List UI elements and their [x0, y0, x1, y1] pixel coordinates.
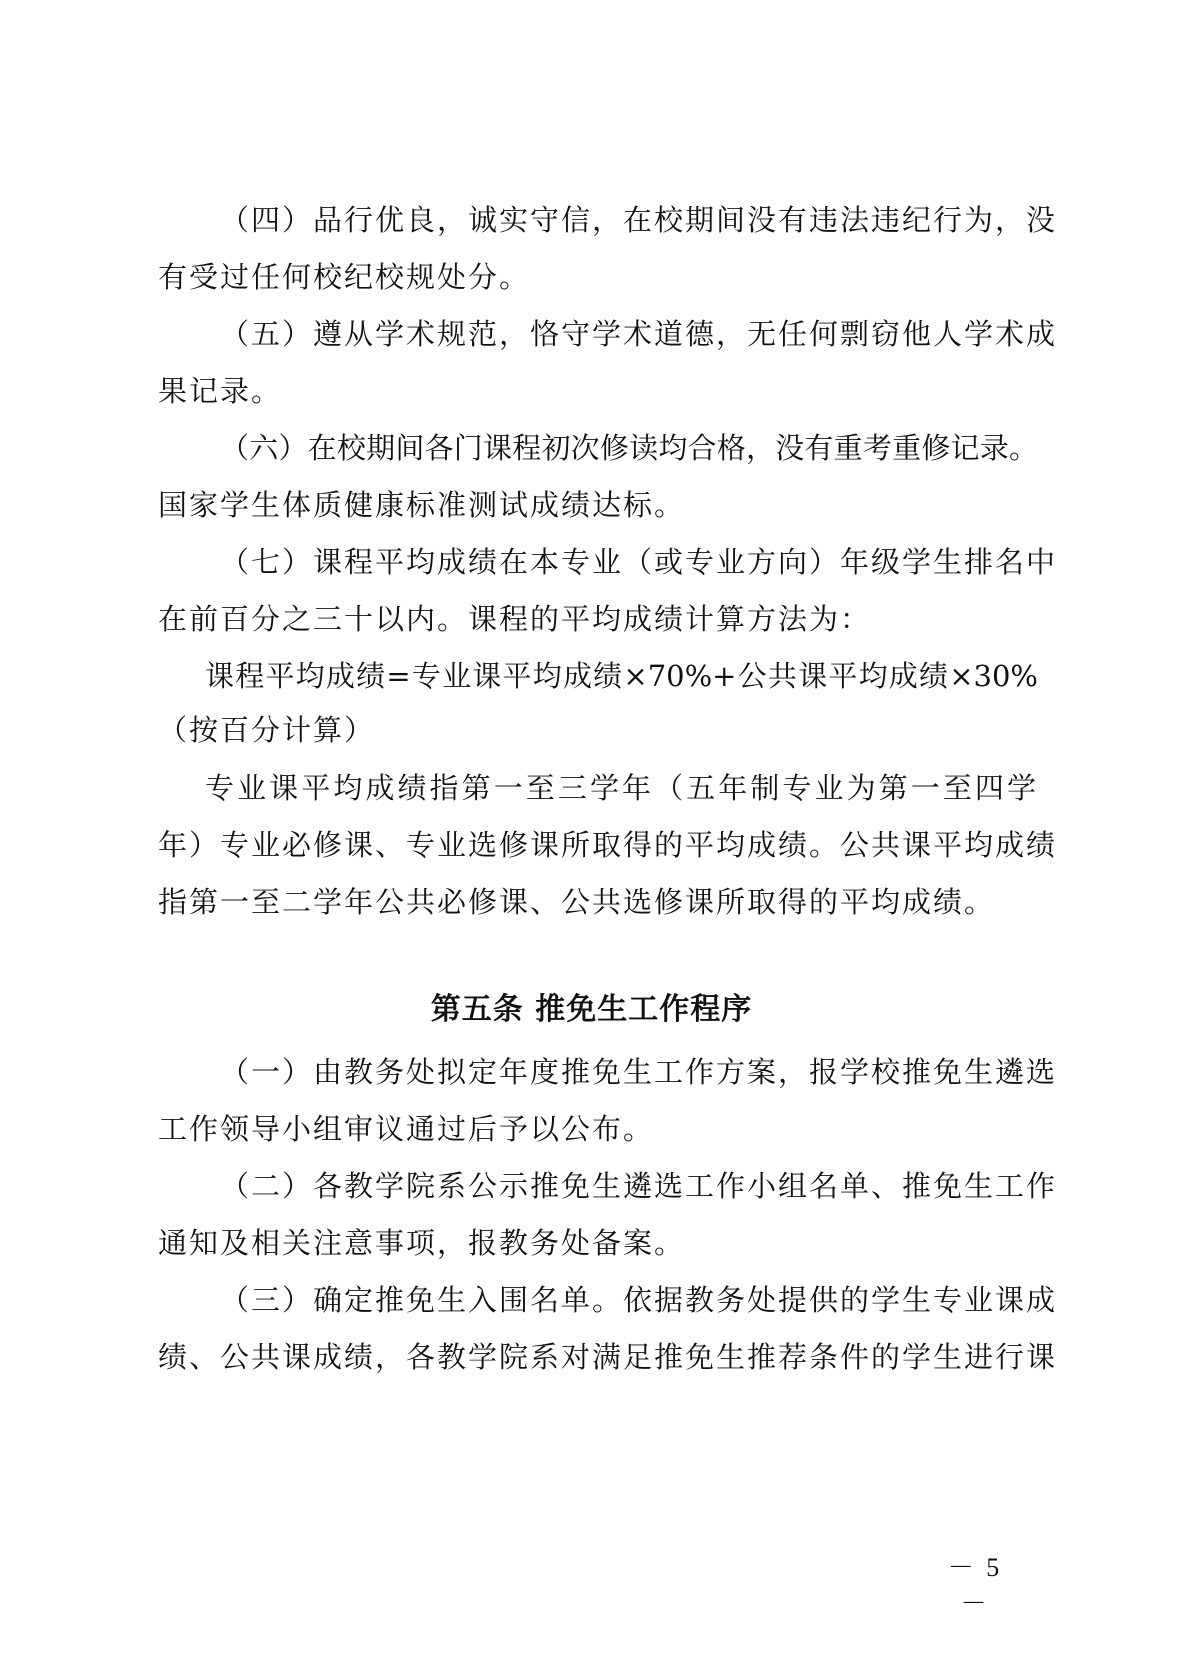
paragraph-line: 在前百分之三十以内。课程的平均成绩计算方法为： — [158, 602, 872, 636]
paragraph-line: 工作领导小组审议通过后予以公布。 — [158, 1112, 655, 1146]
formula-note: （按百分计算） — [158, 713, 376, 747]
paragraph-line: 专业课平均成绩指第一至三学年（五年制专业为第一至四学 — [205, 771, 1038, 805]
paragraph-line: （三）确定推免生入围名单。依据教务处提供的学生专业课成 — [220, 1283, 1058, 1317]
paragraph-line: （一）由教务处拟定年度推免生工作方案，报学校推免生遴选 — [220, 1055, 1058, 1089]
page-number: － 5 － — [947, 1553, 1003, 1618]
paragraph-line: 国家学生体质健康标准测试成绩达标。 — [158, 488, 686, 522]
formula-line: 课程平均成绩=专业课平均成绩×70%+公共课平均成绩×30% — [205, 659, 1038, 693]
paragraph-line: 绩、公共课成绩，各教学院系对满足推免生推荐条件的学生进行课 — [158, 1340, 1058, 1374]
paragraph-line: 指第一至二学年公共必修课、公共选修课所取得的平均成绩。 — [158, 885, 996, 919]
paragraph-line: （六）在校期间各门课程初次修读均合格，没有重考重修记录。 — [220, 431, 1038, 465]
paragraph-line: （四）品行优良，诚实守信，在校期间没有违法违纪行为，没 — [220, 203, 1058, 237]
paragraph-line: 果记录。 — [158, 374, 283, 408]
paragraph-line: （二）各教学院系公示推免生遴选工作小组名单、推免生工作 — [220, 1169, 1058, 1203]
paragraph-line: （五）遵从学术规范，恪守学术道德，无任何剽窃他人学术成 — [220, 317, 1058, 351]
paragraph-line: 通知及相关注意事项，报教务处备案。 — [158, 1226, 686, 1260]
paragraph-line: （七）课程平均成绩在本专业（或专业方向）年级学生排名中 — [220, 545, 1058, 579]
paragraph-line: 有受过任何校纪校规处分。 — [158, 260, 531, 294]
paragraph-line: 年）专业必修课、专业选修课所取得的平均成绩。公共课平均成绩 — [158, 828, 1058, 862]
section-heading: 第五条 推免生工作程序 — [430, 992, 753, 1027]
